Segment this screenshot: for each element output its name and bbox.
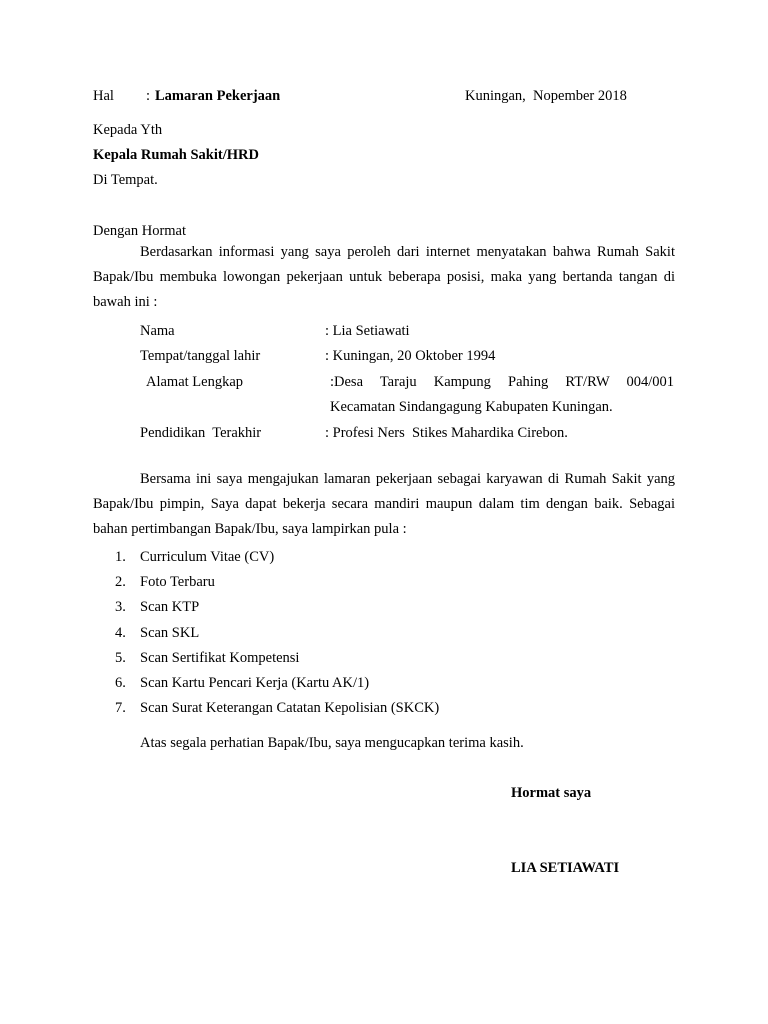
hal-label: Hal xyxy=(93,88,114,104)
attachment-item: 5. Scan Sertifikat Kompetensi xyxy=(115,650,300,666)
address-value-line2: Kecamatan Sindangagung Kabupaten Kuningan. xyxy=(330,399,613,415)
attachment-item: 6. Scan Kartu Pencari Kerja (Kartu AK/1) xyxy=(115,675,370,691)
attachment-item: 4. Scan SKL xyxy=(115,625,200,641)
birth-label: Tempat/tanggal lahir xyxy=(140,348,261,364)
signature-name: LIA SETIAWATI xyxy=(511,860,620,876)
attachment-item: 2. Foto Terbaru xyxy=(115,574,215,590)
attachment-item: 7. Scan Surat Keterangan Catatan Kepolisian (SKCK) xyxy=(115,700,440,716)
address-label: Alamat Lengkap xyxy=(146,374,244,390)
recipient-place: Di Tempat. xyxy=(93,172,158,188)
name-label: Nama xyxy=(140,323,175,339)
recipient-title: Kepala Rumah Sakit/HRD xyxy=(93,147,259,163)
identity-row-birth xyxy=(140,347,680,365)
education-label: Pendidikan Terakhir xyxy=(140,425,262,441)
opening-salutation: Dengan Hormat xyxy=(93,223,187,239)
recipient-greeting: Kepada Yth xyxy=(93,122,163,138)
education-value: : Profesi Ners Stikes Mahardika Cirebon. xyxy=(325,425,568,441)
hal-colon: : xyxy=(146,88,151,104)
subject-text: Lamaran Pekerjaan xyxy=(155,88,281,104)
attachment-item: 3. Scan KTP xyxy=(115,599,200,615)
attachment-item: 1. Curriculum Vitae (CV) xyxy=(115,549,275,565)
body-paragraph xyxy=(93,467,675,542)
name-value: : Lia Setiawati xyxy=(325,323,410,339)
intro-paragraph-text: Berdasarkan informasi yang saya peroleh dari internet menyatakan bahwa Rumah Sakit Bapak/Ibu membuka lowongan pekerjaan untuk beberapa posisi, maka yang bertanda tangan di bawah ini : xyxy=(93,244,675,310)
place-date: Kuningan, Nopember 2018 xyxy=(465,88,627,104)
signature-salutation: Hormat saya xyxy=(511,785,592,801)
address-value-line1: :Desa Taraju Kampung Pahing RT/RW 004/001 xyxy=(330,374,674,390)
intro-paragraph xyxy=(93,240,675,315)
closing-sentence: Atas segala perhatian Bapak/Ibu, saya mengucapkan terima kasih. xyxy=(140,735,524,751)
body-paragraph-text: Bersama ini saya mengajukan lamaran pekerjaan sebagai karyawan di Rumah Sakit yang Bapak/Ibu pimpin, Saya dapat bekerja secara mandiri maupun dalam tim dengan baik. Sebagai bahan pertimbangan Bapak/Ibu, saya lampirkan pula : xyxy=(93,471,675,537)
birth-value: : Kuningan, 20 Oktober 1994 xyxy=(325,348,496,364)
identity-row-name xyxy=(140,322,680,340)
identity-row-education xyxy=(140,424,680,442)
